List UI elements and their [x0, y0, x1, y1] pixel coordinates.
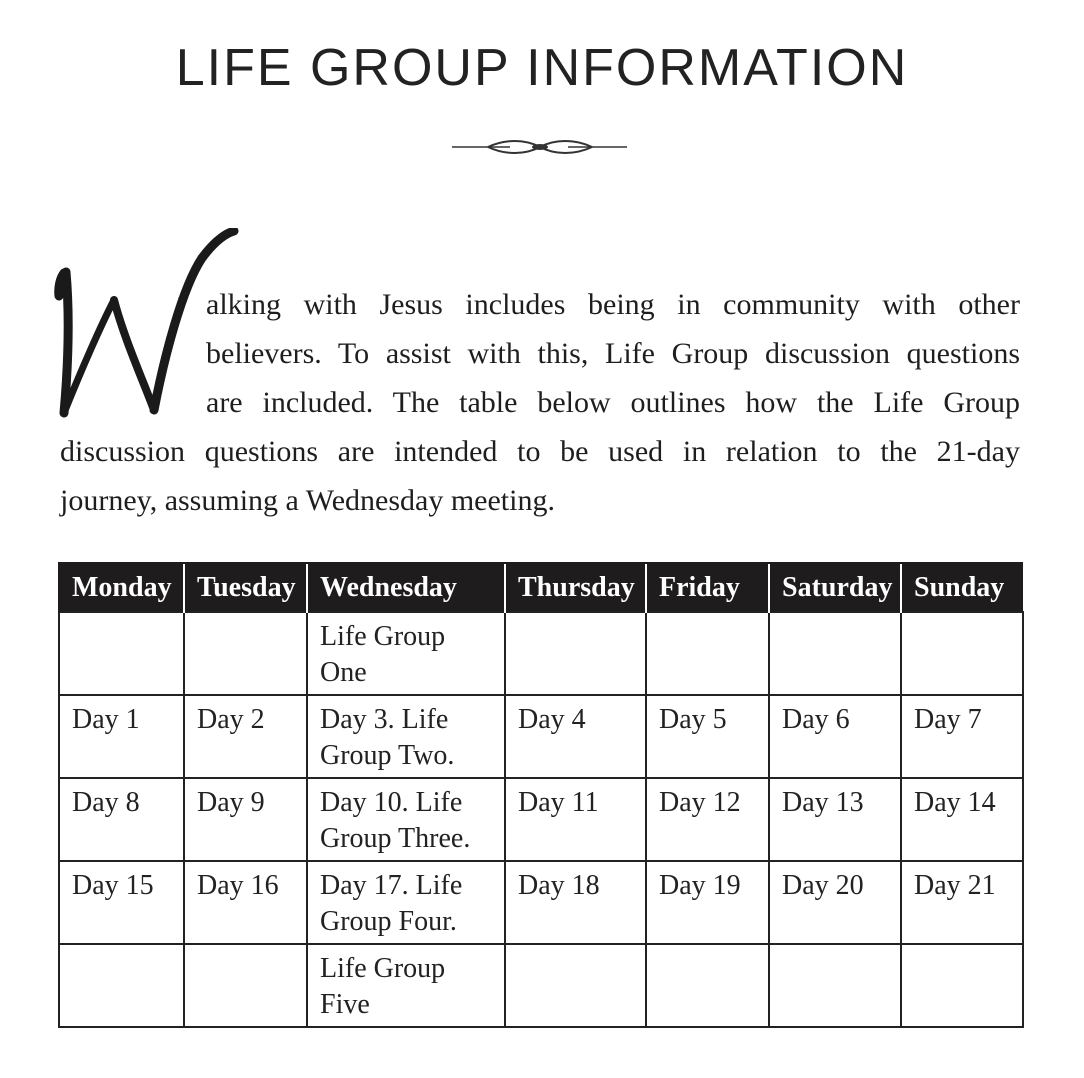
- table-row: [59, 861, 1023, 944]
- table-cell: Day 5: [646, 695, 769, 778]
- table-cell: [901, 944, 1023, 1027]
- table-row: [59, 695, 1023, 778]
- table-cell: Day 20: [769, 861, 901, 944]
- table-cell: Day 12: [646, 778, 769, 861]
- table-cell: [769, 944, 901, 1027]
- table-cell: [59, 944, 184, 1027]
- intro-paragraph: [60, 280, 1020, 525]
- flourish-divider-icon: [450, 136, 630, 158]
- header-tuesday: Tuesday: [184, 563, 307, 612]
- table-row: [59, 944, 1023, 1027]
- table-cell: Life Group One: [307, 612, 505, 695]
- header-sunday: Sunday: [901, 563, 1023, 612]
- header-friday: Friday: [646, 563, 769, 612]
- header-wednesday: Wednesday: [307, 563, 505, 612]
- table-cell: Day 19: [646, 861, 769, 944]
- weekly-schedule-table: [58, 562, 1024, 1028]
- table-cell: Day 8: [59, 778, 184, 861]
- table-row: [59, 612, 1023, 695]
- header-thursday: Thursday: [505, 563, 646, 612]
- table-cell: Life Group Five: [307, 944, 505, 1027]
- table-cell: Day 11: [505, 778, 646, 861]
- table-cell: [184, 612, 307, 695]
- table-cell: [901, 612, 1023, 695]
- table-cell: [769, 612, 901, 695]
- table-cell: [505, 944, 646, 1027]
- table-cell: Day 6: [769, 695, 901, 778]
- table-cell: Day 18: [505, 861, 646, 944]
- table-cell: Day 17. Life Group Four.: [307, 861, 505, 944]
- intro-line: believers. To assist with this, Life Group discussion questions: [206, 337, 1020, 370]
- table-cell: [646, 944, 769, 1027]
- page-title: LIFE GROUP INFORMATION: [175, 39, 909, 97]
- intro-line: journey, assuming a Wednesday meeting.: [60, 484, 555, 517]
- table-cell: Day 14: [901, 778, 1023, 861]
- table-cell: Day 1: [59, 695, 184, 778]
- table-cell: [184, 944, 307, 1027]
- table-cell: Day 10. Life Group Three.: [307, 778, 505, 861]
- table-cell: Day 4: [505, 695, 646, 778]
- header-saturday: Saturday: [769, 563, 901, 612]
- table-cell: Day 16: [184, 861, 307, 944]
- table-cell: Day 2: [184, 695, 307, 778]
- intro-line: are included. The table below outlines how the Life Group: [206, 386, 1020, 419]
- table-cell: [59, 612, 184, 695]
- intro-line: discussion questions are intended to be used in relation to the 21-day: [60, 435, 1020, 468]
- table-cell: Day 7: [901, 695, 1023, 778]
- header-monday: Monday: [59, 563, 184, 612]
- table-cell: Day 15: [59, 861, 184, 944]
- table-cell: Day 13: [769, 778, 901, 861]
- table-cell: [505, 612, 646, 695]
- table-row: [59, 778, 1023, 861]
- intro-line: alking with Jesus includes being in community with other: [206, 288, 1020, 321]
- table-cell: Day 3. Life Group Two.: [307, 695, 505, 778]
- table-cell: [646, 612, 769, 695]
- table-cell: Day 21: [901, 861, 1023, 944]
- table-cell: Day 9: [184, 778, 307, 861]
- table-header-row: [59, 563, 1023, 612]
